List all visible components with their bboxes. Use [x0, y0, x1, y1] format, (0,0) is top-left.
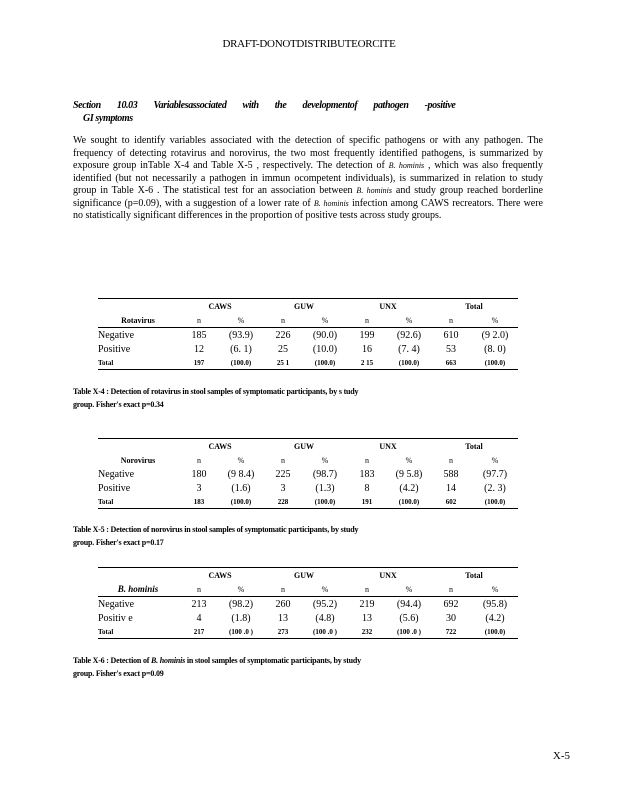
table-row — [98, 342, 518, 356]
caption-line2: group. Fisher's exact p=0.17 — [73, 538, 164, 547]
table-cell: 4 — [196, 612, 202, 624]
table-norovirus — [98, 438, 518, 509]
sub-header: % — [321, 584, 329, 594]
caption-line2: group. Fisher's exact p=0.34 — [73, 400, 164, 409]
table-cell: (100.0) — [304, 495, 346, 509]
table-cell: 219 — [346, 597, 388, 612]
sub-header: % — [405, 455, 413, 465]
sub-header: % — [405, 315, 413, 325]
table-cell: 30 — [446, 612, 456, 624]
group-header: UNX — [346, 439, 430, 454]
table-cell: (92.6) — [388, 328, 430, 343]
table-cell: 722 — [430, 625, 472, 639]
table-cell: 53 — [446, 343, 456, 355]
table-b-hominis — [98, 567, 518, 639]
table-cell: (100 .0 ) — [388, 625, 430, 639]
table-cell: (100.0) — [472, 625, 518, 639]
sub-header: n — [449, 315, 453, 325]
group-header: GUW — [262, 568, 346, 583]
table-cell: 225 — [275, 468, 291, 480]
row-label: Positive — [98, 482, 131, 494]
table-total-row — [98, 356, 518, 370]
sub-header: n — [365, 584, 369, 594]
table-cell: (100.0) — [220, 356, 262, 370]
caption-text: in stool samples of symptomatic participants, by study — [185, 656, 361, 665]
table-cell: (100.0) — [388, 356, 430, 370]
sub-header: n — [197, 584, 201, 594]
group-header: CAWS — [178, 299, 262, 314]
row-label: Negative — [98, 597, 178, 612]
table-cell: (1.8) — [231, 612, 251, 624]
sub-header: n — [365, 455, 369, 465]
caption-line1 — [73, 654, 518, 667]
caption-text: Table X-6 : Detection of — [73, 656, 152, 665]
table-cell: (93.9) — [220, 328, 262, 343]
section-heading-line1: Section 10.03 Variablesassociated with the developmentof pathogen -positive — [73, 100, 456, 111]
table-cell: (98.7) — [312, 468, 338, 480]
sub-header: % — [491, 584, 499, 594]
data-table — [98, 298, 518, 370]
row-label: Total — [98, 625, 178, 639]
table-cell: (7. 4) — [398, 343, 420, 355]
table-cell: 183 — [359, 468, 375, 480]
row-label: Total — [98, 356, 178, 370]
table-cell: 3 — [196, 482, 202, 494]
table-cell: (2. 3) — [484, 482, 506, 494]
table-group-header-row — [98, 439, 518, 454]
table-cell: 232 — [346, 625, 388, 639]
group-header: CAWS — [178, 439, 262, 454]
table-cell: (8. 0) — [484, 343, 506, 355]
table-cell: (5.6) — [399, 612, 419, 624]
table-cell: 8 — [364, 482, 370, 494]
body-paragraph — [73, 135, 543, 223]
body-text-part1: We sought to identify variables associated with the detection of specific pathogens or with any pathogen. The frequency of detecting rotavirus and norovirus, the two most frequently identified pathogens, is summarized by exposure group inTable X-4 and Table X-5 , respectively. The detection of — [73, 135, 543, 171]
table-cell: (4.2) — [399, 482, 419, 494]
table-cell: 610 — [430, 328, 472, 343]
table-cell: 199 — [346, 328, 388, 343]
table-row-name: B. hominis — [98, 568, 178, 597]
section-heading-line2: GI symptoms — [83, 113, 133, 124]
table-cell: 13 — [362, 612, 372, 624]
body-text-part3: and study group reached borderline significance (p=0.09), with a suggestion of a lower rate of — [73, 185, 543, 209]
table-row-name: Norovirus — [98, 439, 178, 468]
caption-line1: Table X-5 : Detection of norovirus in stool samples of symptomatic participants, by study — [73, 525, 359, 534]
table-cell: 12 — [194, 343, 204, 355]
group-header: UNX — [346, 299, 430, 314]
sub-header: % — [237, 455, 245, 465]
group-header: UNX — [346, 568, 430, 583]
table-cell: 191 — [346, 495, 388, 509]
table-cell: 213 — [178, 597, 220, 612]
group-header: Total — [430, 568, 518, 583]
table-total-row — [98, 495, 518, 509]
table-cell: (98.2) — [220, 597, 262, 612]
sub-header: % — [237, 584, 245, 594]
table-cell: 185 — [178, 328, 220, 343]
table-cell: 25 — [278, 343, 288, 355]
table-cell: 183 — [178, 495, 220, 509]
sub-header: n — [197, 455, 201, 465]
table-caption-x5 — [73, 523, 518, 549]
table-cell: 25 1 — [262, 356, 304, 370]
table-row — [98, 611, 518, 625]
table-cell: 602 — [430, 495, 472, 509]
table-cell: (4.2) — [485, 612, 505, 624]
table-rotavirus — [98, 298, 518, 370]
table-cell: 197 — [178, 356, 220, 370]
sub-header: n — [281, 584, 285, 594]
table-cell: (9 5.8) — [395, 468, 423, 480]
b-hominis-term-1: B. hominis — [388, 161, 425, 170]
data-table — [98, 567, 518, 639]
table-group-header-row — [98, 299, 518, 314]
table-cell: 663 — [430, 356, 472, 370]
table-cell: (100.0) — [472, 356, 518, 370]
sub-header: n — [449, 455, 453, 465]
group-header: GUW — [262, 299, 346, 314]
table-cell: 226 — [262, 328, 304, 343]
sub-header: n — [281, 315, 285, 325]
table-cell: (94.4) — [388, 597, 430, 612]
page-number: X-5 — [552, 750, 570, 762]
table-row — [98, 597, 518, 612]
b-hominis-term-3: B. hominis — [313, 198, 349, 208]
body-text-part2: , which was also frequently identified (but not necessarily a pathogen in immun ocompetent individuals), is summarized in relation to study group in Table X-6 . The statistical test for an association between — [73, 160, 543, 196]
sub-header: n — [281, 455, 285, 465]
table-cell: (95.8) — [472, 597, 518, 612]
table-cell: 588 — [443, 468, 459, 480]
table-cell: 228 — [262, 495, 304, 509]
table-cell: 273 — [262, 625, 304, 639]
table-row — [98, 481, 518, 495]
sub-header: n — [365, 315, 369, 325]
table-cell: 217 — [178, 625, 220, 639]
sub-header: % — [405, 584, 413, 594]
table-cell: 16 — [362, 343, 372, 355]
table-cell: (100.0) — [472, 495, 518, 509]
sub-header: % — [491, 315, 499, 325]
row-label: Negative — [98, 468, 135, 480]
group-header: CAWS — [178, 568, 262, 583]
table-cell: (1.3) — [315, 482, 335, 494]
data-table — [98, 438, 518, 509]
table-cell: (9 8.4) — [227, 468, 255, 480]
table-cell: 2 15 — [346, 356, 388, 370]
table-cell: 14 — [446, 482, 456, 494]
sub-header: % — [491, 455, 499, 465]
sub-header: n — [449, 584, 453, 594]
table-cell: (100.0) — [388, 495, 430, 509]
sub-header: % — [321, 455, 329, 465]
b-hominis-term-2: B. hominis — [356, 186, 393, 195]
caption-line1: Table X-4 : Detection of rotavirus in stool samples of symptomatic participants, by s tudy — [73, 387, 359, 396]
table-group-header-row — [98, 568, 518, 583]
table-caption-x4 — [73, 385, 518, 411]
table-cell: (9 2.0) — [472, 328, 518, 343]
caption-line2: group. Fisher's exact p=0.09 — [73, 669, 164, 678]
table-row — [98, 328, 518, 343]
sub-header: % — [321, 315, 329, 325]
sub-header: % — [237, 315, 245, 325]
table-cell: (100.0) — [304, 356, 346, 370]
row-label: Positive — [98, 343, 131, 355]
section-heading — [73, 100, 543, 124]
row-label: Total — [98, 495, 178, 509]
table-cell: 13 — [278, 612, 288, 624]
caption-species: B. hominis — [151, 656, 186, 665]
table-cell: (95.2) — [304, 597, 346, 612]
row-label: Negative — [98, 328, 178, 343]
table-cell: 3 — [280, 482, 286, 494]
table-cell: 692 — [430, 597, 472, 612]
table-cell: (1.6) — [231, 482, 251, 494]
table-caption-x6 — [73, 654, 518, 680]
table-cell: (100 .0 ) — [304, 625, 346, 639]
table-row-name: Rotavirus — [98, 299, 178, 328]
table-cell: (6. 1) — [230, 343, 252, 355]
table-cell: (100.0) — [220, 495, 262, 509]
sub-header: n — [197, 315, 201, 325]
group-header: GUW — [262, 439, 346, 454]
table-cell: (90.0) — [304, 328, 346, 343]
row-label: Positiv e — [98, 612, 133, 624]
body-text-part4: infection among CAWS recreators. There were no statistically significant differences in the proportion of positive tests across study groups. — [73, 197, 543, 221]
table-cell: 180 — [191, 468, 207, 480]
table-cell: (10.0) — [312, 343, 338, 355]
group-header: Total — [430, 299, 518, 314]
table-cell: (97.7) — [482, 468, 508, 480]
table-cell: (100 .0 ) — [220, 625, 262, 639]
table-row — [98, 467, 518, 481]
group-header: Total — [430, 439, 518, 454]
table-total-row — [98, 625, 518, 639]
table-cell: (4.8) — [315, 612, 335, 624]
table-cell: 260 — [262, 597, 304, 612]
page-header: DRAFT-DONOTDISTRIBUTEORCITE — [222, 38, 396, 50]
